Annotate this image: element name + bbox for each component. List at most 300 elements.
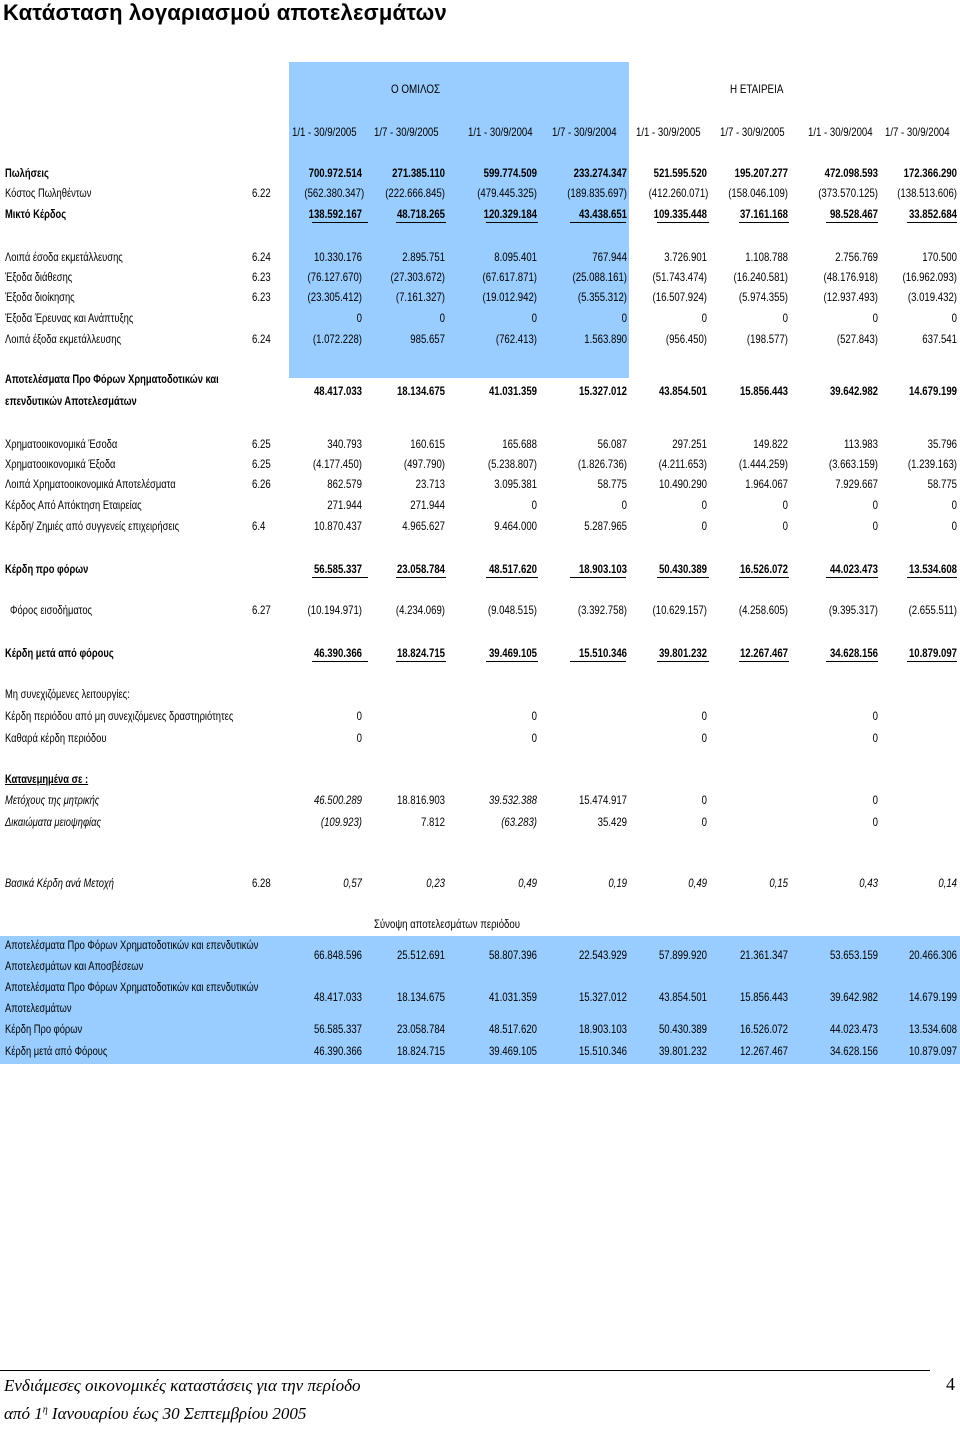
summary-value: 20.466.306	[908, 948, 957, 962]
table-row	[0, 166, 960, 186]
summary-label: Αποτελέσματα Προ Φόρων Χρηματοδοτικών και επενδυτικών	[5, 980, 259, 994]
row-value: 170.500	[922, 250, 957, 264]
row-label: Δικαιώματα μειοψηφίας	[5, 815, 102, 829]
row-value: 13.534.608	[908, 562, 957, 576]
row-value: 10.879.097	[908, 646, 957, 660]
total-underline	[570, 577, 626, 578]
row-value: 700.972.514	[308, 166, 362, 180]
row-value: 0,14	[938, 876, 957, 890]
row-value: (9.395.317)	[828, 603, 878, 617]
row-note: 6.23	[252, 270, 271, 284]
row-value: 39.642.982	[829, 384, 878, 398]
row-value: 0	[531, 498, 537, 512]
row-value: 39.801.232	[658, 646, 707, 660]
table-row	[0, 815, 960, 835]
row-value: 4.965.627	[402, 519, 445, 533]
row-label-cont: επενδυτικών Αποτελεσμάτων	[5, 394, 137, 408]
row-label: Μετόχους της μητρικής	[5, 793, 100, 807]
table-row	[0, 687, 960, 707]
row-value: (16.507.924)	[652, 290, 707, 304]
row-value: (956.450)	[665, 332, 707, 346]
row-value: 0	[951, 311, 957, 325]
row-value: (63.283)	[501, 815, 537, 829]
row-value: 43.854.501	[658, 384, 707, 398]
row-value: 0	[951, 498, 957, 512]
row-value: 58.775	[927, 477, 957, 491]
row-value: 41.031.359	[488, 384, 537, 398]
row-label: Κέρδη/ Ζημιές από συγγενείς επιχειρήσεις	[5, 519, 180, 533]
summary-value: 41.031.359	[488, 990, 537, 1004]
row-label: Μικτό Κέρδος	[5, 207, 67, 221]
total-underline	[312, 577, 368, 578]
table-row	[0, 332, 960, 352]
summary-value: 15.327.012	[578, 990, 627, 1004]
row-value: 521.595.520	[653, 166, 707, 180]
row-value: (373.570.125)	[818, 186, 878, 200]
row-value: 7.929.667	[835, 477, 878, 491]
row-value: 23.713	[415, 477, 445, 491]
row-value: 172.366.290	[903, 166, 957, 180]
row-value: 48.718.265	[396, 207, 445, 221]
total-underline	[312, 661, 368, 662]
total-underline	[739, 661, 789, 662]
total-underline	[570, 222, 626, 223]
row-value: (1.072.228)	[312, 332, 362, 346]
row-value: (10.194.971)	[307, 603, 362, 617]
row-value: 149.822	[753, 437, 788, 451]
row-value: 35.796	[927, 437, 957, 451]
row-value: 985.657	[410, 332, 445, 346]
row-note: 6.25	[252, 457, 271, 471]
row-value: 297.251	[672, 437, 707, 451]
table-row	[0, 270, 960, 290]
summary-row	[0, 938, 960, 973]
row-value: (67.617.871)	[482, 270, 537, 284]
total-underline	[907, 661, 957, 662]
row-value: 271.944	[327, 498, 362, 512]
table-row	[0, 562, 960, 582]
row-value: (479.445.325)	[477, 186, 537, 200]
table-row	[0, 457, 960, 477]
row-value: 0	[872, 311, 878, 325]
row-value: (189.835.697)	[567, 186, 627, 200]
row-value: (48.176.918)	[823, 270, 878, 284]
row-value: 18.134.675	[396, 384, 445, 398]
row-label: Κέρδη προ φόρων	[5, 562, 89, 576]
company-header: Η ΕΤΑΙΡΕΙΑ	[730, 82, 784, 96]
row-value: 46.390.366	[313, 646, 362, 660]
table-row	[0, 731, 960, 751]
row-value: 0	[782, 519, 788, 533]
total-underline	[396, 577, 446, 578]
summary-value: 39.469.105	[488, 1044, 537, 1058]
row-value: 0	[872, 731, 878, 745]
row-value: 10.490.290	[658, 477, 707, 491]
row-note: 6.24	[252, 250, 271, 264]
row-value: (3.019.432)	[907, 290, 957, 304]
summary-value: 34.628.156	[829, 1044, 878, 1058]
period-header: 1/1 - 30/9/2004	[808, 125, 873, 139]
row-value: (412.260.071)	[648, 186, 709, 200]
row-value: (7.161.327)	[395, 290, 445, 304]
row-value: 0,19	[608, 876, 627, 890]
table-row	[0, 498, 960, 518]
row-value: 0	[701, 709, 707, 723]
row-note: 6.22	[252, 186, 271, 200]
row-note: 6.24	[252, 332, 271, 346]
footer-line-1: Ενδιάμεσες οικονομικές καταστάσεις για την περίοδο	[4, 1376, 361, 1395]
period-header: 1/1 - 30/9/2004	[468, 125, 533, 139]
row-value: (12.937.493)	[823, 290, 878, 304]
summary-value: 58.807.396	[488, 948, 537, 962]
summary-value: 13.534.608	[908, 1022, 957, 1036]
row-value: 15.856.443	[739, 384, 788, 398]
row-value: 195.207.277	[734, 166, 788, 180]
row-value: 50.430.389	[658, 562, 707, 576]
row-value: (1.826.736)	[577, 457, 627, 471]
row-value: 0,49	[688, 876, 707, 890]
row-value: 39.469.105	[488, 646, 537, 660]
row-value: 8.095.401	[494, 250, 537, 264]
row-label: Χρηματοοικονομικά Έξοδα	[5, 457, 116, 471]
table-row	[0, 772, 960, 792]
row-value: 56.585.337	[313, 562, 362, 576]
summary-value: 48.517.620	[488, 1022, 537, 1036]
row-value: 16.526.072	[739, 562, 788, 576]
summary-label: Αποτελέσματα Προ Φόρων Χρηματοδοτικών και επενδυτικών	[5, 938, 259, 952]
row-value: 15.474.917	[578, 793, 627, 807]
row-value: 23.058.784	[396, 562, 445, 576]
row-label: Καθαρά κέρδη περιόδου	[5, 731, 107, 745]
row-value: 0	[701, 311, 707, 325]
row-value: (2.655.511)	[908, 603, 957, 617]
row-value: (76.127.670)	[307, 270, 362, 284]
row-value: 0	[531, 731, 537, 745]
row-value: 0	[356, 311, 362, 325]
table-row	[0, 603, 960, 623]
row-label: Χρηματοοικονομικά Έσοδα	[5, 437, 118, 451]
row-value: 9.464.000	[494, 519, 537, 533]
row-value: 1.108.788	[745, 250, 788, 264]
row-value: 0,43	[859, 876, 878, 890]
period-header: 1/7 - 30/9/2004	[885, 125, 950, 139]
summary-value: 15.510.346	[578, 1044, 627, 1058]
row-note: 6.26	[252, 477, 271, 491]
row-label: Κέρδη περιόδου από μη συνεχιζόμενες δραστηριότητες	[5, 709, 234, 723]
row-value: 7.812	[420, 815, 445, 829]
summary-value: 15.856.443	[739, 990, 788, 1004]
row-value: 10.870.437	[313, 519, 362, 533]
row-note: 6.4	[252, 519, 266, 533]
row-note: 6.23	[252, 290, 271, 304]
page-number: 4	[946, 1374, 955, 1394]
row-value: (5.974.355)	[738, 290, 788, 304]
total-underline	[739, 577, 789, 578]
summary-value: 18.824.715	[396, 1044, 445, 1058]
row-value: 18.903.103	[578, 562, 627, 576]
row-value: 0	[701, 519, 707, 533]
period-header: 1/7 - 30/9/2005	[374, 125, 439, 139]
summary-value: 18.903.103	[578, 1022, 627, 1036]
row-value: (23.305.412)	[307, 290, 362, 304]
summary-value: 25.512.691	[396, 948, 445, 962]
row-value: 14.679.199	[908, 384, 957, 398]
row-value: (222.666.845)	[385, 186, 445, 200]
row-value: (9.048.515)	[487, 603, 537, 617]
row-label: Κόστος Πωληθέντων	[5, 186, 92, 200]
row-value: (562.380.347)	[304, 186, 365, 200]
footer-divider	[0, 1370, 930, 1371]
row-value: (16.962.093)	[902, 270, 957, 284]
row-value: (4.258.605)	[738, 603, 788, 617]
row-value: 0	[782, 498, 788, 512]
row-value: 56.087	[597, 437, 627, 451]
summary-value: 66.848.596	[313, 948, 362, 962]
summary-value: 50.430.389	[658, 1022, 707, 1036]
row-label: Έξοδα διάθεσης	[5, 270, 73, 284]
row-value: 472.098.593	[824, 166, 878, 180]
row-value: 43.438.651	[578, 207, 627, 221]
row-value: 160.615	[410, 437, 445, 451]
table-row	[0, 477, 960, 497]
total-underline	[486, 577, 538, 578]
summary-value: 43.854.501	[658, 990, 707, 1004]
row-value: 138.592.167	[308, 207, 362, 221]
row-value: (4.177.450)	[312, 457, 362, 471]
total-underline	[657, 577, 709, 578]
summary-row	[0, 1044, 960, 1064]
row-value: 58.775	[597, 477, 627, 491]
summary-row	[0, 980, 960, 1015]
row-value: (3.663.159)	[828, 457, 878, 471]
row-label: Λοιπά έσοδα εκμετάλλευσης	[5, 250, 123, 264]
row-value: 271.385.110	[392, 166, 445, 180]
row-value: (158.046.109)	[728, 186, 788, 200]
row-value: (5.238.807)	[487, 457, 537, 471]
summary-value: 22.543.929	[578, 948, 627, 962]
row-value: 1.964.067	[745, 477, 788, 491]
total-underline	[907, 577, 957, 578]
row-value: 0	[701, 498, 707, 512]
summary-value: 48.417.033	[313, 990, 362, 1004]
row-label: Κατανεμημένα σε :	[5, 772, 89, 786]
summary-value: 12.267.467	[739, 1044, 788, 1058]
total-underline	[907, 222, 957, 223]
page-title: Κατάσταση λογαριασμού αποτελεσμάτων	[3, 0, 447, 25]
row-value: (27.303.672)	[390, 270, 445, 284]
row-value: 2.756.769	[835, 250, 878, 264]
summary-value: 53.653.159	[829, 948, 878, 962]
row-label: Κέρδη μετά από φόρους	[5, 646, 114, 660]
period-header: 1/7 - 30/9/2005	[720, 125, 785, 139]
row-value: (138.513.606)	[897, 186, 957, 200]
row-value: (4.211.653)	[658, 457, 707, 471]
row-label: Μη συνεχιζόμενες λειτουργίες:	[5, 687, 130, 701]
row-value: (51.743.474)	[652, 270, 707, 284]
group-header: Ο ΟΜΙΛΟΣ	[391, 82, 441, 96]
row-value: 0	[872, 793, 878, 807]
total-underline	[826, 222, 878, 223]
row-note: 6.27	[252, 603, 271, 617]
row-value: 0	[872, 815, 878, 829]
table-row	[0, 250, 960, 270]
summary-value: 16.526.072	[739, 1022, 788, 1036]
total-underline	[826, 577, 878, 578]
row-value: 271.944	[410, 498, 445, 512]
row-value: 5.287.965	[584, 519, 627, 533]
row-value: 48.417.033	[313, 384, 362, 398]
row-value: (3.392.758)	[577, 603, 627, 617]
row-label: Βασικά Κέρδη ανά Μετοχή	[5, 876, 115, 890]
summary-label-cont: Αποτελεσμάτων και Αποσβέσεων	[5, 959, 144, 973]
row-value: (497.790)	[403, 457, 445, 471]
row-value: 98.528.467	[829, 207, 878, 221]
total-underline	[396, 222, 446, 223]
row-value: 767.944	[592, 250, 627, 264]
row-value: (1.444.259)	[738, 457, 788, 471]
summary-value: 23.058.784	[396, 1022, 445, 1036]
row-value: 2.895.751	[402, 250, 445, 264]
row-note: 6.28	[252, 876, 271, 890]
row-value: 0	[531, 709, 537, 723]
summary-value: 57.899.920	[658, 948, 707, 962]
row-value: 0	[872, 498, 878, 512]
row-value: 599.774.509	[483, 166, 537, 180]
row-value: 0	[782, 311, 788, 325]
row-value: (10.629.157)	[652, 603, 707, 617]
row-value: 113.983	[844, 437, 878, 451]
row-label: Κέρδος Από Απόκτηση Εταιρείας	[5, 498, 142, 512]
table-row	[0, 519, 960, 539]
row-value: 15.510.346	[578, 646, 627, 660]
summary-title: Σύνοψη αποτελεσμάτων περιόδου	[374, 917, 520, 931]
period-header: 1/1 - 30/9/2005	[636, 125, 701, 139]
row-value: 12.267.467	[739, 646, 788, 660]
row-value: 10.330.176	[313, 250, 362, 264]
row-value: 0,49	[518, 876, 537, 890]
total-underline	[826, 661, 878, 662]
row-value: 0	[531, 311, 537, 325]
row-value: 37.161.168	[739, 207, 788, 221]
row-value: 0	[356, 709, 362, 723]
footer-line-2: από $1^\eta$ Ιανουαρίου έως 30 Σεπτεμβρίου 2005	[4, 1404, 307, 1423]
row-value: 0	[439, 311, 445, 325]
summary-label: Κέρδη μετά από Φόρους	[5, 1044, 108, 1058]
row-value: 0	[701, 793, 707, 807]
period-header: 1/7 - 30/9/2004	[552, 125, 617, 139]
row-value: 18.816.903	[396, 793, 445, 807]
total-underline	[396, 661, 446, 662]
row-value: 44.023.473	[829, 562, 878, 576]
row-value: (109.923)	[320, 815, 362, 829]
row-label: Λοιπά Χρηματοοικονομικά Αποτελέσματα	[5, 477, 176, 491]
row-label: Έξοδα διοίκησης	[5, 290, 75, 304]
table-row	[0, 793, 960, 813]
table-row	[0, 311, 960, 331]
period-header: 1/1 - 30/9/2005	[292, 125, 357, 139]
summary-value: 21.361.347	[739, 948, 788, 962]
summary-value: 18.134.675	[396, 990, 445, 1004]
table-row	[0, 437, 960, 457]
table-row	[0, 709, 960, 729]
table-row	[0, 372, 960, 408]
row-value: 233.274.347	[573, 166, 627, 180]
row-value: 35.429	[597, 815, 627, 829]
row-value: 109.335.448	[653, 207, 707, 221]
row-value: (4.234.069)	[395, 603, 445, 617]
row-value: 39.532.388	[488, 793, 537, 807]
row-value: 34.628.156	[829, 646, 878, 660]
row-value: (762.413)	[495, 332, 537, 346]
table-row	[0, 876, 960, 896]
table-row	[0, 290, 960, 310]
row-value: 862.579	[327, 477, 362, 491]
row-value: (16.240.581)	[733, 270, 788, 284]
row-value: 0,23	[426, 876, 445, 890]
table-row	[0, 186, 960, 206]
total-underline	[657, 661, 709, 662]
row-value: 120.329.184	[483, 207, 537, 221]
summary-label: Κέρδη Προ φόρων	[5, 1022, 83, 1036]
row-value: 0	[621, 311, 627, 325]
row-value: 3.095.381	[494, 477, 537, 491]
row-label: Αποτελέσματα Προ Φόρων Χρηματοδοτικών και	[5, 372, 219, 386]
summary-value: 44.023.473	[829, 1022, 878, 1036]
row-label: Λοιπά έξοδα εκμετάλλευσης	[5, 332, 121, 346]
row-value: 0	[872, 709, 878, 723]
summary-value: 39.642.982	[829, 990, 878, 1004]
row-value: (1.239.163)	[907, 457, 957, 471]
row-value: 46.500.289	[313, 793, 362, 807]
summary-value: 14.679.199	[908, 990, 957, 1004]
row-value: 165.688	[502, 437, 537, 451]
row-value: 340.793	[327, 437, 362, 451]
row-value: (198.577)	[746, 332, 788, 346]
row-value: 637.541	[922, 332, 957, 346]
row-value: 1.563.890	[584, 332, 627, 346]
row-value: 0,15	[769, 876, 788, 890]
row-value: (25.088.161)	[572, 270, 627, 284]
row-value: 0	[701, 815, 707, 829]
summary-label-cont: Αποτελεσμάτων	[5, 1001, 72, 1015]
row-label: Έξοδα Έρευνας και Ανάπτυξης	[5, 311, 134, 325]
row-value: 0	[701, 731, 707, 745]
row-note: 6.25	[252, 437, 271, 451]
row-value: 0	[621, 498, 627, 512]
row-value: 0,57	[343, 876, 362, 890]
total-underline	[312, 222, 368, 223]
row-value: 48.517.620	[488, 562, 537, 576]
row-value: 33.852.684	[908, 207, 957, 221]
row-value: 15.327.012	[578, 384, 627, 398]
total-underline	[486, 661, 538, 662]
row-value: 0	[951, 519, 957, 533]
row-value: 0	[872, 519, 878, 533]
total-underline	[739, 222, 789, 223]
row-value: 3.726.901	[664, 250, 707, 264]
summary-value: 46.390.366	[313, 1044, 362, 1058]
row-value: 18.824.715	[396, 646, 445, 660]
summary-value: 56.585.337	[313, 1022, 362, 1036]
row-value: (5.355.312)	[577, 290, 627, 304]
row-value: (527.843)	[836, 332, 878, 346]
summary-value: 10.879.097	[908, 1044, 957, 1058]
table-row	[0, 646, 960, 666]
total-underline	[486, 222, 538, 223]
row-label: Φόρος εισοδήματος	[10, 603, 93, 617]
row-value: (19.012.942)	[482, 290, 537, 304]
table-row	[0, 207, 960, 227]
